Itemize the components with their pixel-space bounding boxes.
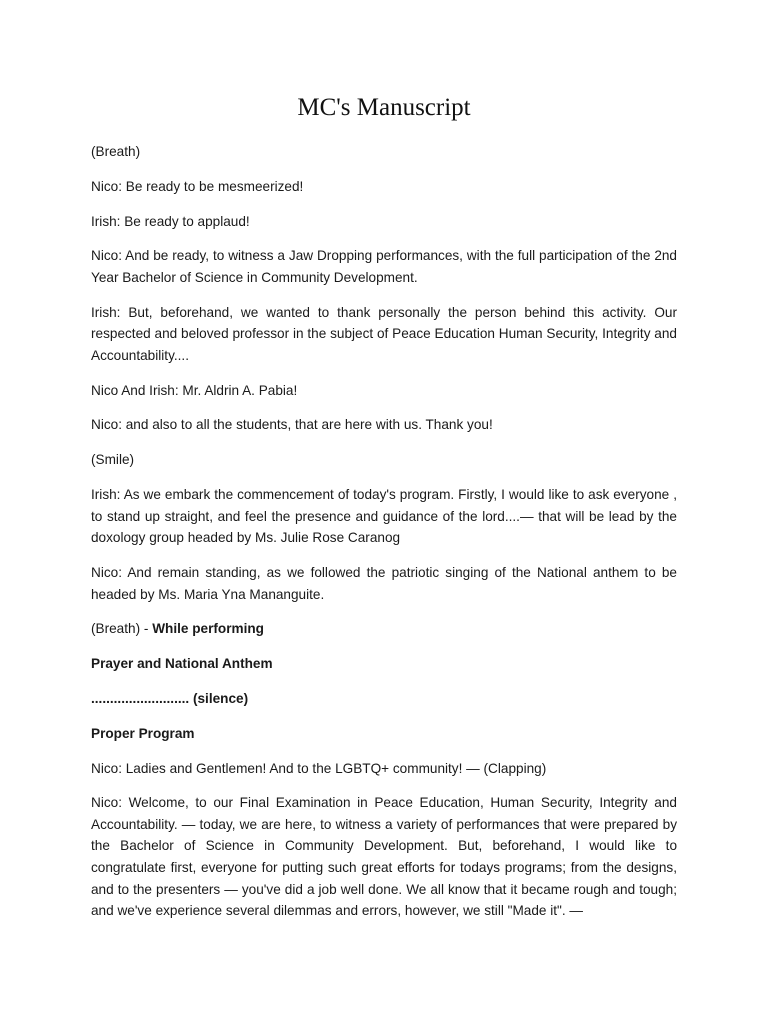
paragraph-irish-thank: Irish: But, beforehand, we wanted to thank personally the person behind this activity. Our respected and beloved professor in the subject of Peace Education Human Security, Integrity and Accountability....: [91, 304, 677, 363]
paragraph-nico-welcome: Nico: Welcome, to our Final Examination in Peace Education, Human Security, Integrity and Accountability. — today, we are here, to witness a variety of performances that were prepared by the Bachelor of Science in Community Development. But, beforehand, I would like to congratulate first, everyone for putting such great efforts for todays programs; from the designs, and to the presenters — you've did a job well done. We all know that it became rough and tough; and we've experience several dilemmas and errors, however, we still "Made it". —: [91, 795, 677, 919]
manuscript-body: [91, 141, 677, 935]
paragraph-nico-ladies: Nico: Ladies and Gentlemen! And to the LGBTQ+ community! — (Clapping): [91, 760, 547, 776]
paragraph-nico-jaw-dropping: Nico: And be ready, to witness a Jaw Dropping performances, with the full participation of the 2nd Year Bachelor of Science in Community Development.: [91, 248, 677, 285]
paragraph-irish-applaud: Irish: Be ready to applaud!: [91, 213, 250, 229]
paragraph-nico-students: Nico: and also to all the students, that are here with us. Thank you!: [91, 417, 493, 433]
page-title: MC's Manuscript: [297, 94, 471, 121]
heading-proper-program: Proper Program: [91, 725, 195, 741]
paragraph-smile: (Smile): [91, 452, 135, 468]
paragraph-breath-performing: [91, 618, 677, 640]
breath-prefix: (Breath) -: [91, 621, 153, 637]
paragraph-breath: (Breath): [91, 144, 141, 159]
paragraph-nico-mesmerized: Nico: Be ready to be mesmeerized!: [91, 178, 304, 194]
paragraph-nico-anthem: Nico: And remain standing, as we followed the patriotic singing of the National anthem to be headed by Ms. Maria Yna Mananguite.: [91, 565, 677, 602]
paragraph-irish-commencement: Irish: As we embark the commencement of today's program. Firstly, I would like to ask everyone , to stand up straight, and feel the presence and guidance of the lord....— that will be lead by the doxology group headed by Ms. Julie Rose Caranog: [91, 487, 677, 546]
heading-prayer-anthem: Prayer and National Anthem: [91, 656, 273, 672]
silence-line: .......................... (silence): [91, 690, 249, 706]
paragraph-nico-irish-pabia: Nico And Irish: Mr. Aldrin A. Pabia!: [91, 382, 298, 398]
while-performing-label: While performing: [152, 621, 264, 637]
